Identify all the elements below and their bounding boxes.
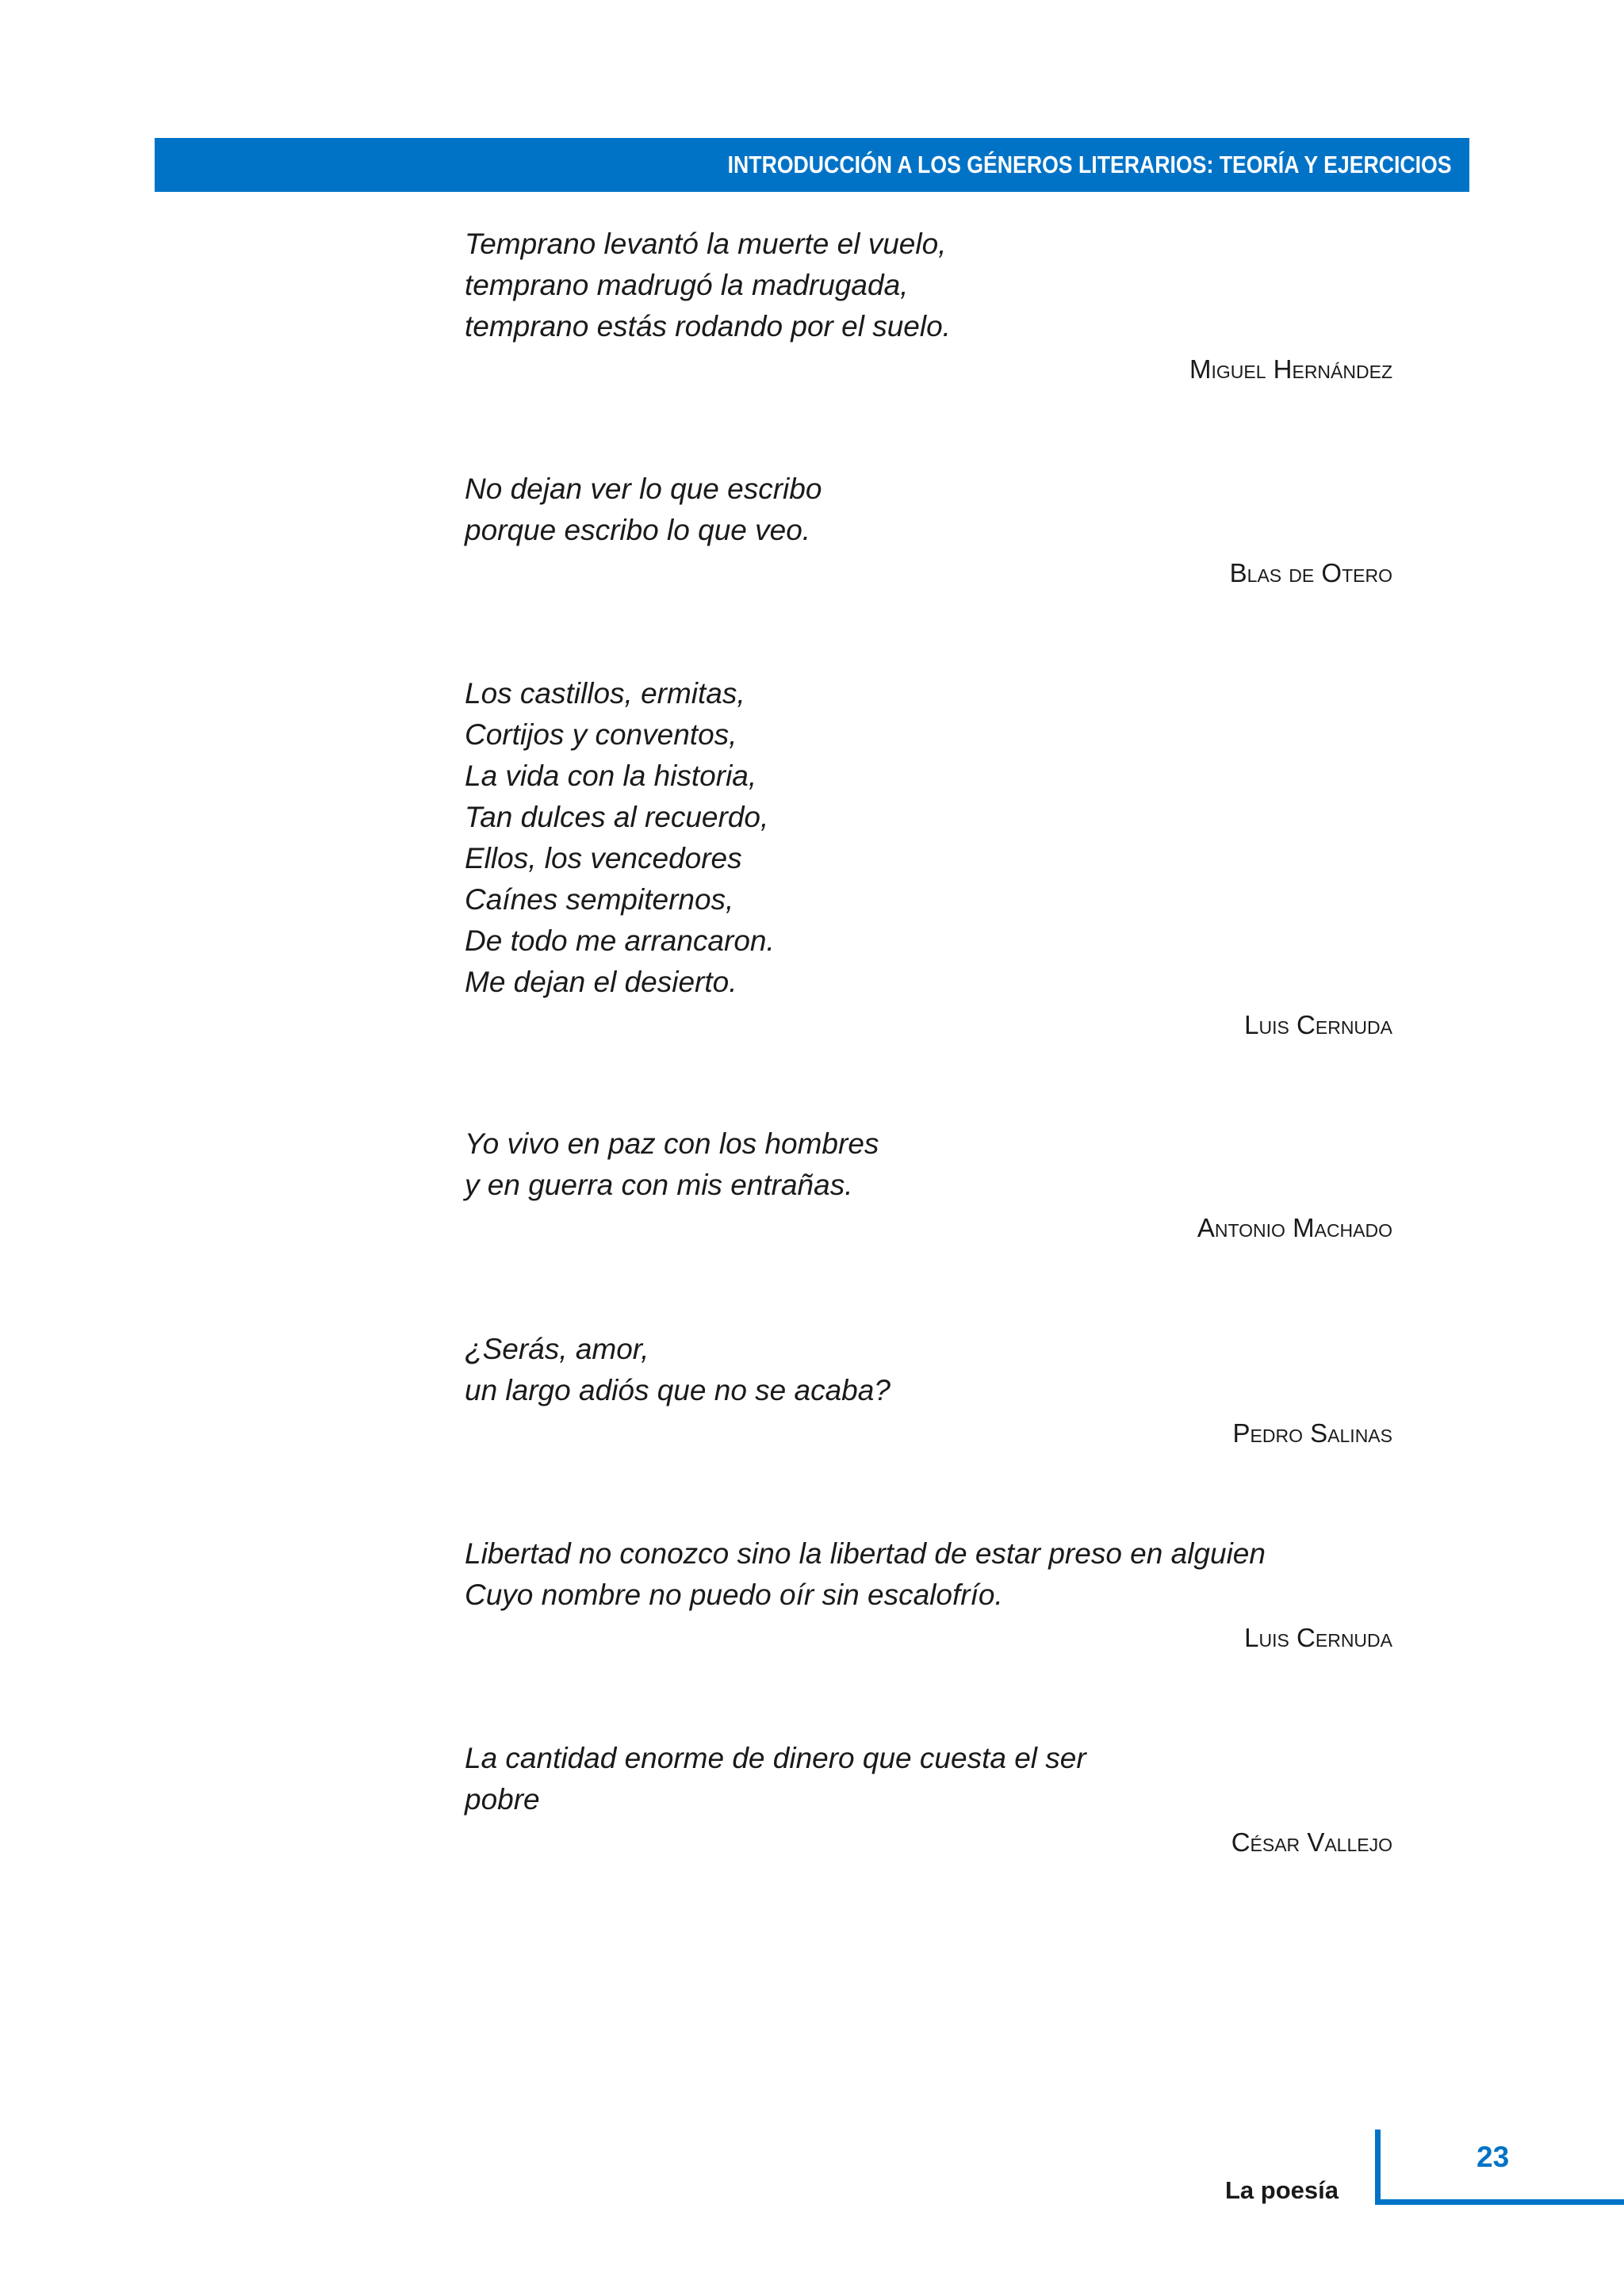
page-number: 23 [1477,2141,1510,2173]
poem-verse: ¿Serás, amor, [465,1333,649,1365]
poem-verse: La vida con la historia, [465,760,757,792]
poem-verse: No dejan ver lo que escribo [465,473,822,505]
poem-verse: Yo vivo en paz con los hombres [465,1127,879,1160]
poem-verse: un largo adiós que no se acaba? [465,1374,891,1406]
poem-verse: Tan dulces al recuerdo, [465,801,769,833]
poem-verse: De todo me arrancaron. [465,924,775,957]
poem-verse: Los castillos, ermitas, [465,677,745,710]
poem-quote [465,673,1392,1043]
poem-author: Antonio Machado [1197,1213,1392,1242]
header-title: INTRODUCCIÓN A LOS GÉNEROS LITERARIOS: TEORÍA Y EJERCICIOS [728,151,1452,178]
poem-quote [465,224,1392,387]
poem-quote [465,1738,1392,1860]
poem-quote [465,1329,1392,1451]
poem-verse: Libertad no conozco sino la libertad de estar preso en alguien [465,1537,1266,1570]
poem-author: Luis Cernuda [1244,1623,1392,1652]
poem-verse: Cortijos y conventos, [465,718,737,751]
poem-verse: Temprano levantó la muerte el vuelo, [465,228,947,260]
poem-author: César Vallejo [1231,1827,1392,1857]
section-name: La poesía [1225,2176,1339,2204]
poem-quote [465,1123,1392,1246]
poem-verse: La cantidad enorme de dinero que cuesta el ser [465,1742,1086,1774]
footer-vertical-rule [1375,2130,1381,2205]
poem-verse: y en guerra con mis entrañas. [465,1169,853,1201]
poem-verse: temprano madrugó la madrugada, [465,269,909,301]
poem-quote [465,1533,1392,1655]
poem-verse: pobre [465,1783,540,1816]
footer-horizontal-rule [1375,2199,1624,2205]
poem-verse: Ellos, los vencedores [465,842,742,874]
poem-verse: temprano estás rodando por el suelo. [465,310,951,342]
poem-author: Blas de Otero [1229,558,1392,587]
poem-quote [465,469,1392,591]
poem-verse: Cuyo nombre no puedo oír sin escalofrío. [465,1578,1003,1611]
poem-author: Miguel Hernández [1189,354,1392,384]
poem-author: Luis Cernuda [1244,1010,1392,1039]
poem-verse: porque escribo lo que veo. [465,514,811,546]
poem-author: Pedro Salinas [1232,1418,1392,1448]
poem-verse: Caínes sempiternos, [465,883,734,916]
poem-verse: Me dejan el desierto. [465,966,737,998]
header-bar [155,138,1469,192]
